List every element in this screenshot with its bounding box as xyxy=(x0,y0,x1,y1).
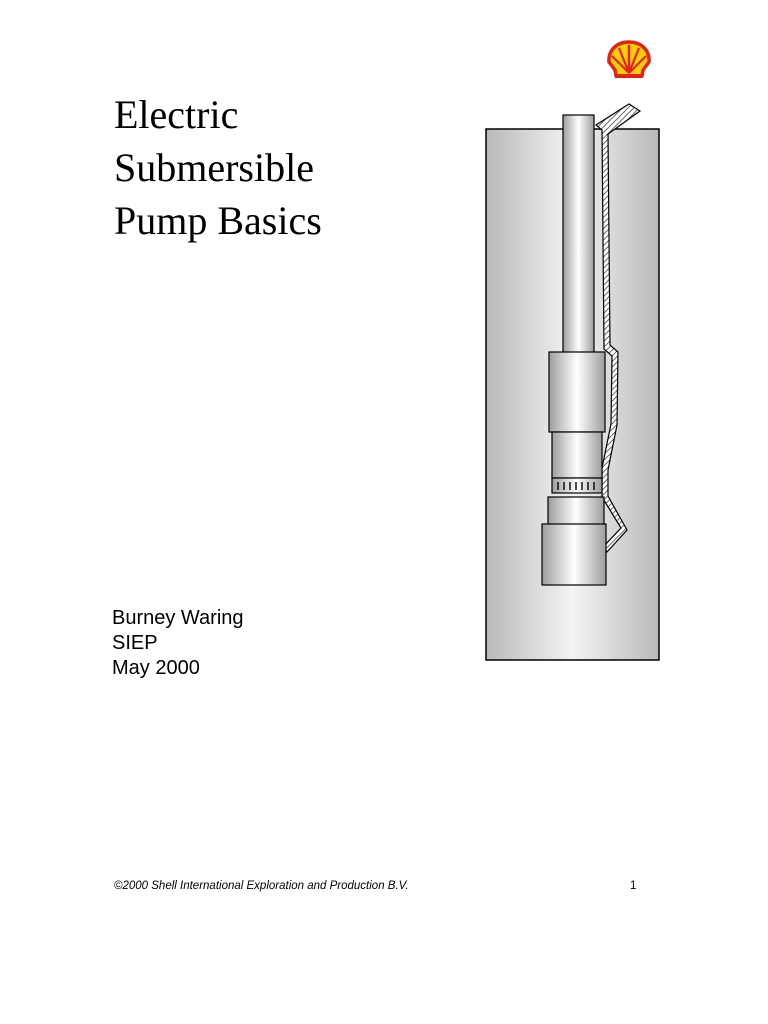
author-name: Burney Waring xyxy=(112,607,244,629)
publication-date: May 2000 xyxy=(112,657,200,679)
seal-section xyxy=(548,497,604,525)
page-number: 1 xyxy=(630,880,637,892)
author-organization: SIEP xyxy=(112,632,158,654)
footer-copyright: ©2000 Shell International Exploration and Production B.V. xyxy=(114,880,409,892)
intake-section xyxy=(552,432,602,478)
esp-illustration xyxy=(480,100,666,666)
shell-logo-icon xyxy=(606,40,652,80)
production-tubing xyxy=(563,115,594,353)
title-line-3: Pump Basics xyxy=(114,198,322,243)
pump-section xyxy=(549,352,605,432)
title-line-2: Submersible xyxy=(114,145,314,190)
document-title xyxy=(114,88,322,247)
title-line-1: Electric xyxy=(114,92,239,137)
author-block xyxy=(112,606,244,681)
motor-section xyxy=(542,524,606,585)
intake-port-slots xyxy=(558,482,594,490)
